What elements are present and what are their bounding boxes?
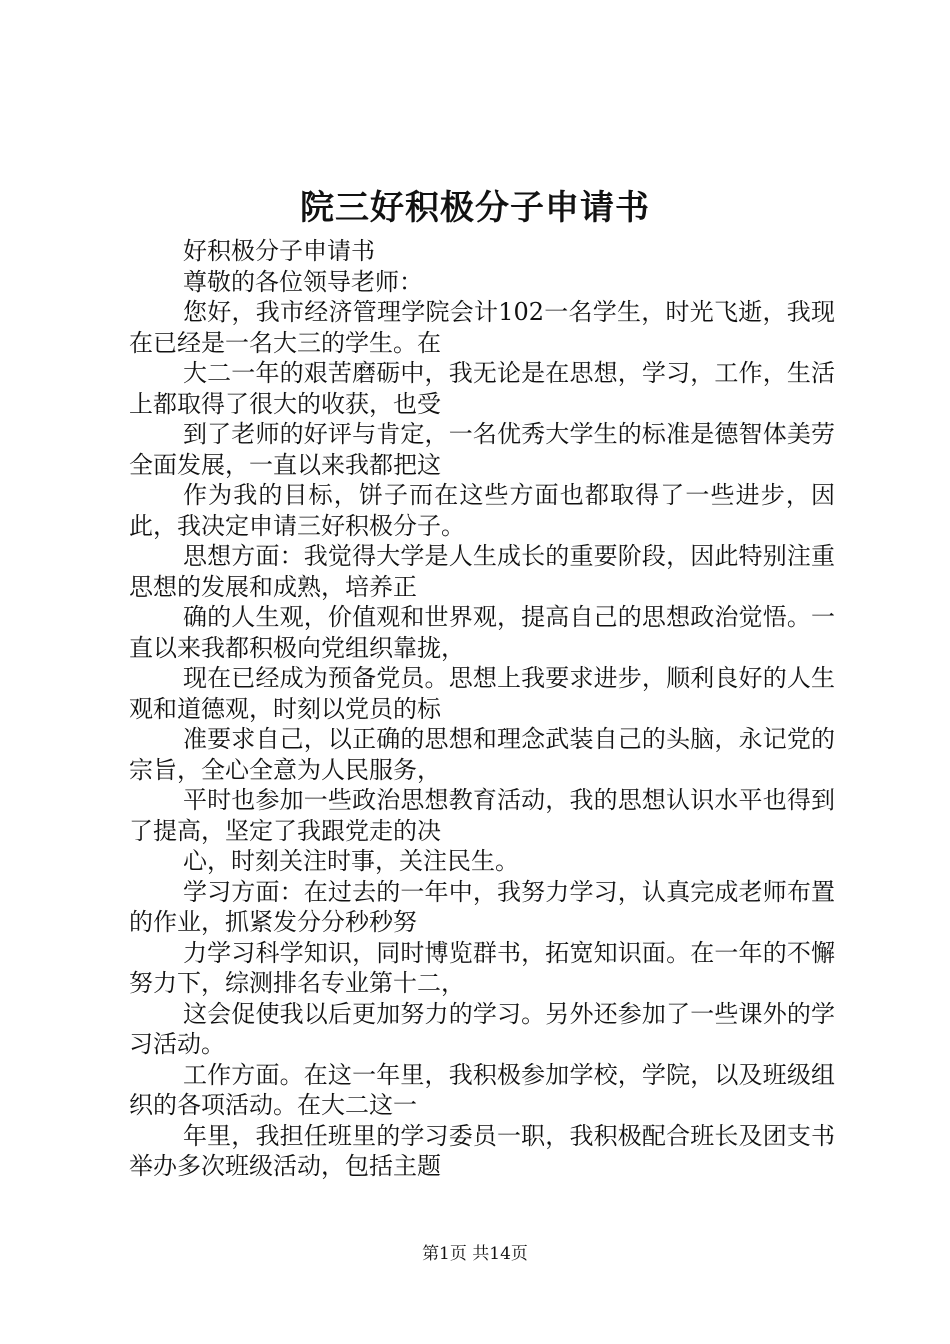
paragraph: 到了老师的好评与肯定，一名优秀大学生的标准是德智体美劳全面发展，一直以来我都把这 [129,420,835,479]
paragraph: 心，时刻关注时事，关注民生。 [183,847,519,875]
document-body [129,236,835,1182]
document-title: 院三好积极分子申请书 [300,188,650,228]
paragraph: 思想方面：我觉得大学是人生成长的重要阶段，因此特别注重思想的发展和成熟，培养正 [129,542,835,601]
paragraph: 年里，我担任班里的学习委员一职，我积极配合班长及团支书举办多次班级活动，包括主题 [129,1121,835,1180]
paragraph: 这会促使我以后更加努力的学习。另外还参加了一些课外的学习活动。 [129,999,835,1058]
paragraph: 现在已经成为预备党员。思想上我要求进步，顺利良好的人生观和道德观，时刻以党员的标 [129,664,835,723]
paragraph: 工作方面。在这一年里，我积极参加学校，学院，以及班级组织的各项活动。在大二这一 [129,1060,835,1119]
paragraph: 作为我的目标，饼子而在这些方面也都取得了一些进步，因此，我决定申请三好积极分子。 [129,481,835,540]
paragraph: 准要求自己，以正确的思想和理念武装自己的头脑，永记党的宗旨，全心全意为人民服务， [129,725,835,784]
paragraph: 您好，我市经济管理学院会计102一名学生，时光飞逝，我现在已经是一名大三的学生。在 [129,298,835,357]
paragraph: 平时也参加一些政治思想教育活动，我的思想认识水平也得到了提高，坚定了我跟党走的决 [129,786,835,845]
paragraph: 确的人生观，价值观和世界观，提高自己的思想政治觉悟。一直以来我都积极向党组织靠拢， [129,603,835,662]
paragraph: 力学习科学知识，同时博览群书，拓宽知识面。在一年的不懈努力下，综测排名专业第十二， [129,938,835,997]
paragraph: 学习方面：在过去的一年中，我努力学习，认真完成老师布置的作业，抓紧发分分秒秒努 [129,877,835,936]
page-number-footer: 第1页 共14页 [422,1244,528,1264]
paragraph: 大二一年的艰苦磨砺中，我无论是在思想，学习，工作，生活上都取得了很大的收获，也受 [129,359,835,418]
paragraph: 好积极分子申请书 [183,237,375,265]
paragraph: 尊敬的各位领导老师： [183,267,423,296]
